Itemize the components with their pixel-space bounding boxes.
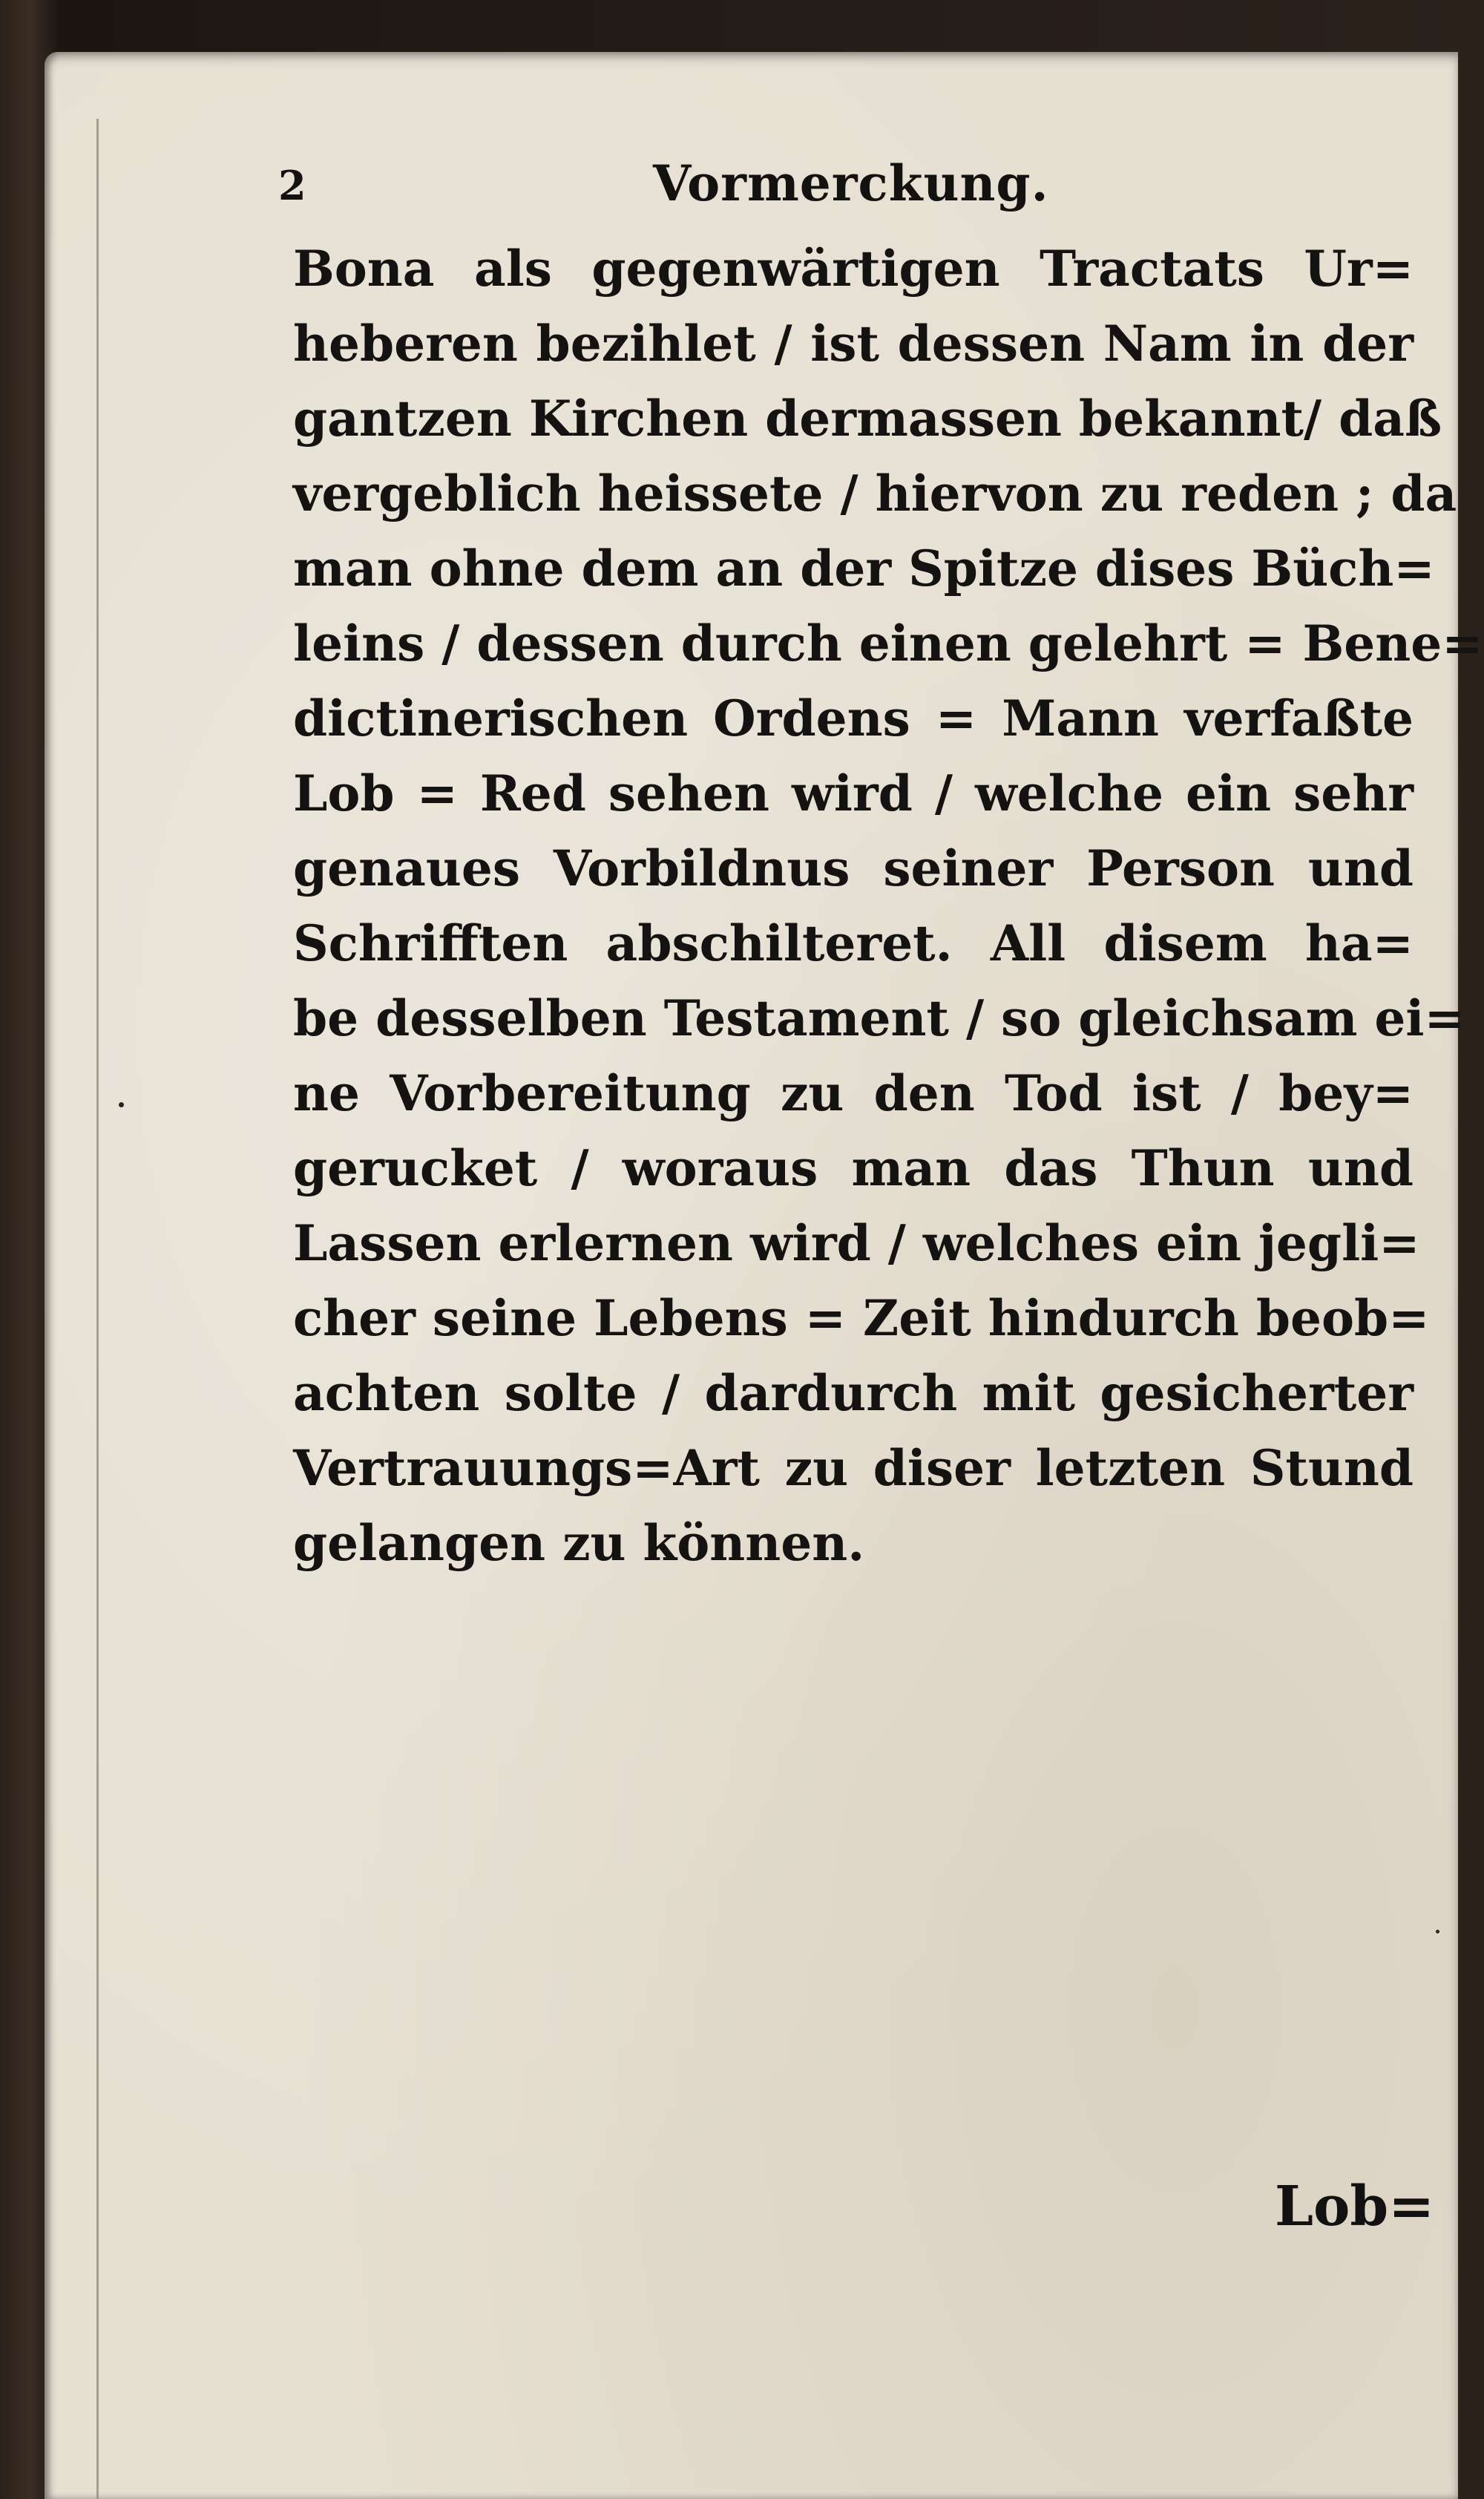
text-line: gerucket / woraus man das Thun und: [293, 1139, 1414, 1197]
page-gutter-edge: [96, 119, 99, 2499]
text-line: Vertrauungs=Art zu diser letzten Stund: [293, 1439, 1414, 1497]
text-line: man ohne dem an der Spitze dises Büch=: [293, 540, 1435, 597]
text-line: cher seine Lebens = Zeit hindurch beob=: [293, 1289, 1430, 1347]
text-line: leins / dessen durch einen gelehrt = Bene=: [293, 615, 1483, 672]
catchword: Lob=: [1275, 2175, 1435, 2238]
text-line: genaues Vorbildnus seiner Person und: [293, 839, 1414, 897]
text-line: gantzen Kirchen dermassen bekannt/ daß: [293, 390, 1442, 448]
text-line: Lob = Red sehen wird / welche ein sehr: [293, 764, 1414, 822]
running-head: Vormerckung.: [653, 154, 1049, 212]
text-line: gelangen zu können.: [293, 1514, 865, 1572]
text-line: achten solte / dardurch mit gesicherter: [293, 1364, 1414, 1422]
text-line: dictinerischen Ordens = Mann verfaßte: [293, 690, 1414, 747]
text-line: Schrifften abschilteret. All disem ha=: [293, 914, 1414, 972]
text-line: Bona als gegenwärtigen Tractats Ur=: [293, 240, 1414, 298]
body-text: [293, 232, 1483, 1581]
paper-speck: [119, 1102, 124, 1107]
page-number: 2: [278, 162, 306, 209]
text-line: Lassen erlernen wird / welches ein jegli=: [293, 1214, 1420, 1272]
paper-speck: [1436, 1930, 1439, 1933]
text-line: ne Vorbereitung zu den Tod ist / bey=: [293, 1064, 1414, 1122]
text-line: be desselben Testament / so gleichsam ei=: [293, 989, 1465, 1047]
text-line: vergeblich heissete / hiervon zu reden ; da: [293, 465, 1457, 523]
text-line: heberen bezihlet / ist dessen Nam in der: [293, 315, 1414, 373]
